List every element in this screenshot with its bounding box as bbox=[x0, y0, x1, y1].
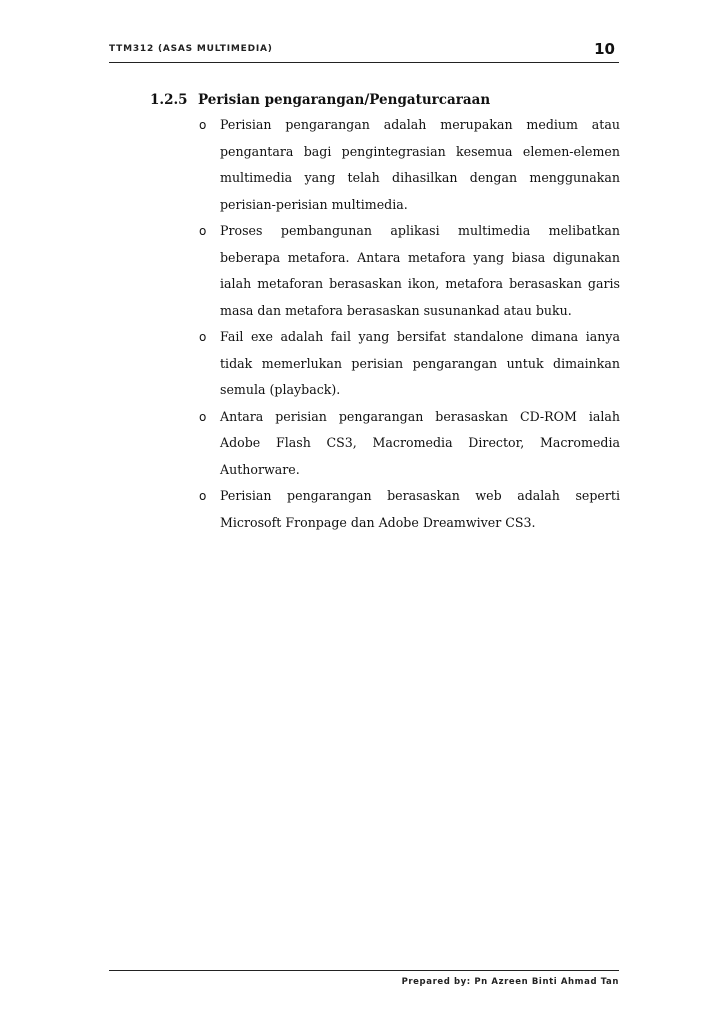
list-item bbox=[198, 483, 620, 536]
list-item bbox=[198, 112, 620, 218]
list-item-text: Perisian pengarangan adalah merupakan medium atau pengantara bagi pengintegrasian kesemua elemen-elemen multimedia yang telah dihasilkan dengan menggunakan perisian-perisian multimedia. bbox=[220, 117, 620, 212]
bullet-icon: o bbox=[199, 489, 207, 503]
page-footer bbox=[109, 970, 619, 987]
list-item-text: Fail exe adalah fail yang bersifat standalone dimana ianya tidak memerlukan perisian pengarangan untuk dimainkan semula (playback). bbox=[220, 329, 620, 397]
bullet-icon: o bbox=[199, 409, 207, 424]
list-item bbox=[198, 404, 620, 484]
list-item bbox=[198, 324, 620, 404]
list-item-text: Antara perisian pengarangan berasaskan CD-ROM ialah Adobe Flash CS3, Macromedia Director, Macromedia Authorware. bbox=[220, 408, 620, 477]
bullet-icon: o bbox=[199, 330, 207, 344]
section-title: Perisian pengarangan/Pengaturcaraan bbox=[198, 92, 491, 108]
prepared-by: Prepared by: Pn Azreen Binti Ahmad Tan bbox=[401, 977, 619, 987]
list-item-text: Proses pembangunan aplikasi multimedia melibatkan beberapa metafora. Antara metafora yang biasa digunakan ialah metaforan berasaskan ikon, metafora berasaskan garis masa dan metafora berasaskan susunankad atau buku. bbox=[220, 223, 620, 318]
list-item-text: Perisian pengarangan berasaskan web adalah seperti Microsoft Fronpage dan Adobe Dreamwiver CS3. bbox=[220, 488, 620, 530]
bullet-list bbox=[198, 112, 620, 536]
page-number: 10 bbox=[594, 40, 615, 58]
list-item bbox=[198, 218, 620, 324]
bullet-icon: o bbox=[199, 224, 207, 238]
page-header bbox=[109, 40, 619, 63]
bullet-icon: o bbox=[199, 118, 207, 132]
section-heading bbox=[150, 92, 620, 108]
section-1-2-5 bbox=[150, 92, 620, 536]
section-number: 1.2.5 bbox=[150, 92, 188, 108]
course-title: TTM312 (ASAS MULTIMEDIA) bbox=[109, 44, 273, 54]
